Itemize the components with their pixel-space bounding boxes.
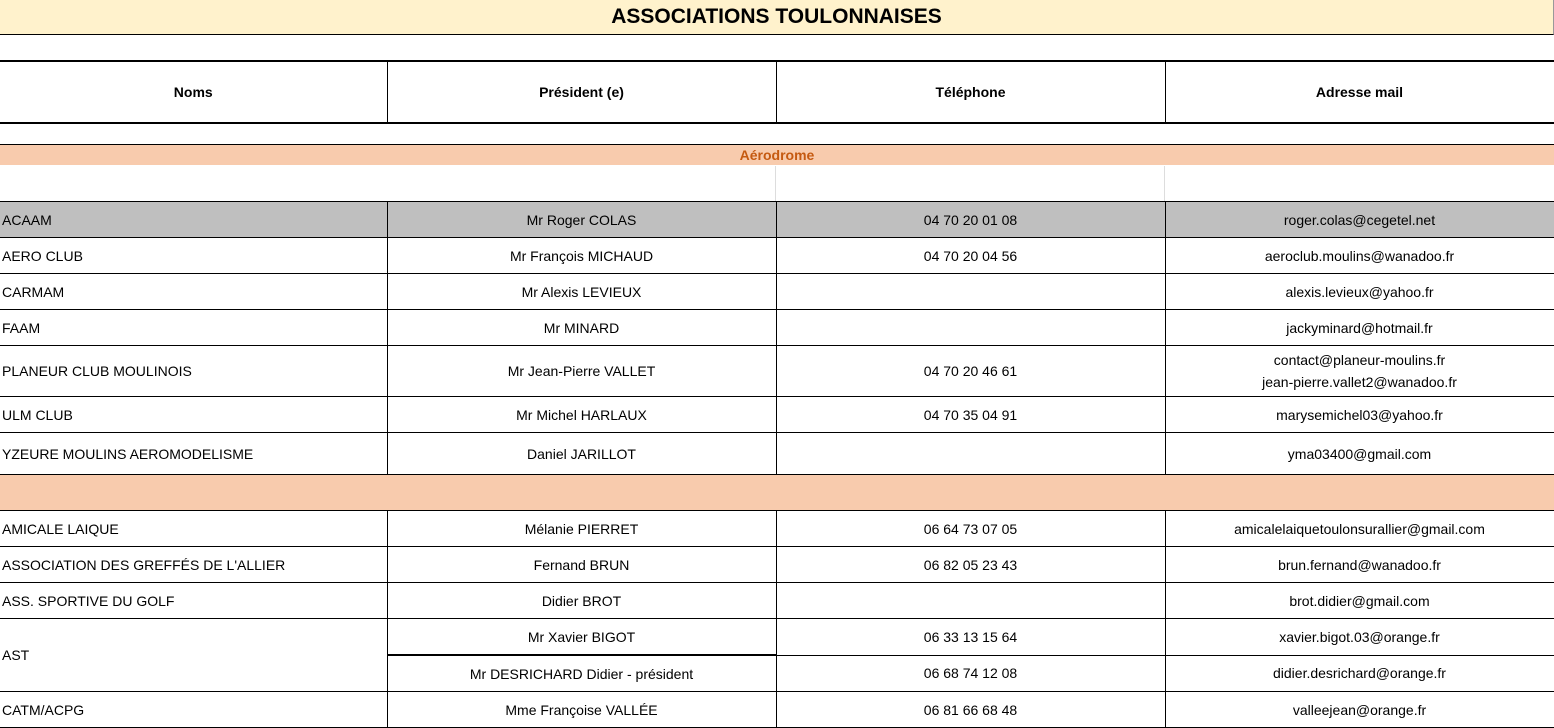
table-row[interactable]: [0, 583, 1554, 619]
cell-nom[interactable]: PLANEUR CLUB MOULINOIS: [0, 346, 387, 397]
email-line[interactable]: jean-pierre.vallet2@wanadoo.fr: [1262, 374, 1457, 390]
email-line[interactable]: contact@planeur-moulins.fr: [1273, 352, 1446, 368]
cell-nom[interactable]: CARMAM: [0, 274, 387, 310]
associations-table: [0, 510, 1554, 728]
table-row[interactable]: [0, 274, 1554, 310]
cell-president[interactable]: Mr Xavier BIGOT: [387, 619, 776, 656]
table-row[interactable]: [0, 310, 1554, 346]
table-row[interactable]: [0, 692, 1554, 728]
table-row[interactable]: [0, 433, 1554, 475]
cell-president[interactable]: Mélanie PIERRET: [387, 511, 776, 547]
aerodrome-table: [0, 201, 1554, 475]
cell-nom[interactable]: ASS. SPORTIVE DU GOLF: [0, 583, 387, 619]
cell-president[interactable]: Fernand BRUN: [387, 547, 776, 583]
cell-telephone[interactable]: 06 82 05 23 43: [776, 547, 1165, 583]
cell-telephone[interactable]: 06 81 66 68 48: [776, 692, 1165, 728]
cell-email[interactable]: amicalelaiquetoulonsurallier@gmail.com: [1165, 511, 1554, 547]
cell-telephone[interactable]: 06 64 73 07 05: [776, 511, 1165, 547]
cell-president[interactable]: Mr François MICHAUD: [387, 238, 776, 274]
cell-telephone[interactable]: 04 70 20 46 61: [776, 346, 1165, 397]
header-telephone[interactable]: Téléphone: [776, 61, 1165, 123]
cell-nom[interactable]: AERO CLUB: [0, 238, 387, 274]
cell-email[interactable]: alexis.levieux@yahoo.fr: [1165, 274, 1554, 310]
cell-telephone[interactable]: 06 33 13 15 64: [776, 619, 1165, 656]
table-row[interactable]: [0, 397, 1554, 433]
cell-president[interactable]: Mr Michel HARLAUX: [387, 397, 776, 433]
cell-nom[interactable]: FAAM: [0, 310, 387, 346]
cell-telephone[interactable]: [776, 433, 1165, 475]
cell-telephone[interactable]: [776, 310, 1165, 346]
cell-president[interactable]: Daniel JARILLOT: [387, 433, 776, 475]
cell-nom[interactable]: ULM CLUB: [0, 397, 387, 433]
cell-email[interactable]: roger.colas@cegetel.net: [1165, 202, 1554, 238]
cell-nom[interactable]: CATM/ACPG: [0, 692, 387, 728]
cell-email[interactable]: didier.desrichard@orange.fr: [1165, 655, 1554, 692]
cell-email[interactable]: brun.fernand@wanadoo.fr: [1165, 547, 1554, 583]
cell-president[interactable]: Mr Jean-Pierre VALLET: [387, 346, 776, 397]
cell-email[interactable]: xavier.bigot.03@orange.fr: [1165, 619, 1554, 656]
column-headers: [0, 60, 1554, 124]
cell-president[interactable]: Mr Alexis LEVIEUX: [387, 274, 776, 310]
section-header-blank: [0, 474, 1554, 510]
cell-president[interactable]: Mme Françoise VALLÉE: [387, 692, 776, 728]
table-row[interactable]: [0, 238, 1554, 274]
header-email[interactable]: Adresse mail: [1165, 61, 1554, 123]
table-row[interactable]: [0, 619, 1554, 656]
cell-nom[interactable]: YZEURE MOULINS AEROMODELISME: [0, 433, 387, 475]
cell-nom[interactable]: ASSOCIATION DES GREFFÉS DE L'ALLIER: [0, 547, 387, 583]
cell-email[interactable]: aeroclub.moulins@wanadoo.fr: [1165, 238, 1554, 274]
cell-telephone[interactable]: [776, 274, 1165, 310]
cell-telephone[interactable]: 06 68 74 12 08: [776, 655, 1165, 692]
cell-telephone[interactable]: 04 70 35 04 91: [776, 397, 1165, 433]
cell-email[interactable]: [1165, 346, 1554, 397]
cell-president[interactable]: Didier BROT: [387, 583, 776, 619]
table-row[interactable]: [0, 547, 1554, 583]
cell-president[interactable]: Mr Roger COLAS: [387, 202, 776, 238]
cell-email[interactable]: brot.didier@gmail.com: [1165, 583, 1554, 619]
section-header-aerodrome: Aérodrome: [0, 144, 1554, 165]
cell-email[interactable]: jackyminard@hotmail.fr: [1165, 310, 1554, 346]
cell-nom[interactable]: AMICALE LAIQUE: [0, 511, 387, 547]
table-row[interactable]: [0, 202, 1554, 238]
page-title: ASSOCIATIONS TOULONNAISES: [0, 0, 1554, 35]
header-noms[interactable]: Noms: [0, 61, 387, 123]
table-row[interactable]: [0, 346, 1554, 397]
cell-telephone[interactable]: 04 70 20 04 56: [776, 238, 1165, 274]
cell-president[interactable]: Mr MINARD: [387, 310, 776, 346]
cell-president[interactable]: Mr DESRICHARD Didier - président: [387, 655, 776, 692]
blank-row: [0, 166, 1554, 201]
cell-email[interactable]: marysemichel03@yahoo.fr: [1165, 397, 1554, 433]
cell-nom[interactable]: AST: [0, 619, 387, 692]
table-row[interactable]: [0, 511, 1554, 547]
cell-telephone[interactable]: [776, 583, 1165, 619]
header-president[interactable]: Président (e): [387, 61, 776, 123]
cell-nom[interactable]: ACAAM: [0, 202, 387, 238]
cell-email[interactable]: yma03400@gmail.com: [1165, 433, 1554, 475]
cell-telephone[interactable]: 04 70 20 01 08: [776, 202, 1165, 238]
cell-email[interactable]: valleejean@orange.fr: [1165, 692, 1554, 728]
